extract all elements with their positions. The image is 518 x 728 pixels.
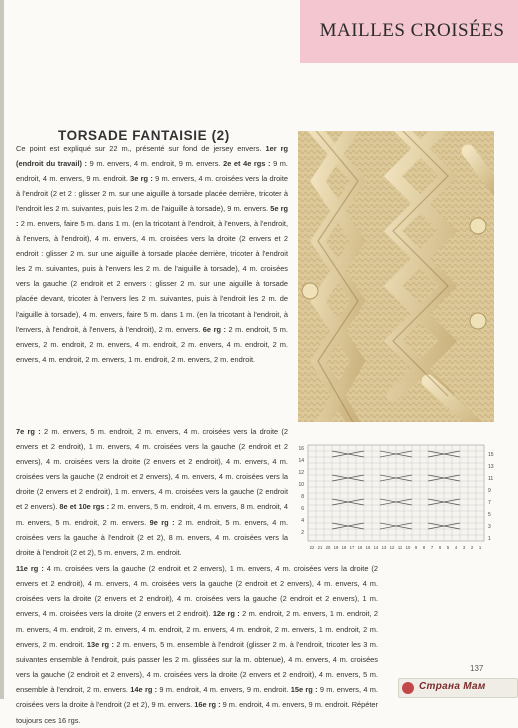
knitting-chart: [288, 441, 502, 557]
row-11-label: 11e rg :: [16, 564, 44, 573]
row-13-text: 2 m. envers, 5 m. ensemble à l'endroit (glisser 2 m. à l'endroit, tricoter les 3 m. suivantes ensemble à l'endroit, puis passer les 2 m. glissées sur la m. obtenue), 4 m. envers, 4 m. croisées vers la gauche (2 endroit et 2 envers), 4 m. croisées vers la droite (2 envers et 2 endroit), 4 m. envers, 5 m. ensemble à l'endroit, 2 m. envers.: [16, 639, 379, 695]
row-16-text: 9 m. endroit, 4 m. envers, 9 m. endroit. Répéter toujours ces 16 rgs.: [16, 700, 379, 725]
site-watermark: [398, 678, 518, 698]
row-9-label: 9e rg :: [149, 517, 175, 527]
chart-row-label-left: 12: [298, 470, 304, 476]
chart-col-label: 21: [317, 545, 323, 550]
watermark-logo-icon: [402, 682, 414, 694]
row-11-text: 4 m. croisées vers la gauche (2 endroit et 2 envers), 1 m. envers, 4 m. croisées vers la droite (2 envers et 2 endroit), 4 m. envers, 4 m. croisées vers la gauche (2 endroit et 2 envers), 4 m. envers, 4 m. croisées vers la droite (2 envers et 2 endroit), 4 m. croisées vers la gauche (2 endroit et 2 envers), 1 m. envers, 4 m. croisées vers la droite (2 envers et 2 endroit).: [16, 564, 379, 619]
page-header-title: MAILLES CROISÉES: [319, 20, 505, 41]
chart-col-label: 4: [454, 545, 458, 550]
row-5-label: 5e rg :: [16, 204, 288, 229]
chart-col-label: 15: [365, 545, 371, 550]
chart-col-label: 9: [414, 545, 418, 550]
row-12-text: 2 m. endroit, 2 m. envers, 1 m. endroit, 2 m. envers, 4 m. endroit, 2 m. envers, 4 m. endroit, 2 m. envers, 4 m. endroit, 2 m. envers, 1 m. endroit, 2 m. envers, 2 m. endroit.: [16, 609, 378, 649]
row-5-text: 2 m. envers, faire 5 m. dans 1 m. (en la tricotant à l'endroit, à l'envers, à l'endroit, à l'envers, à l'endroit), 4 m. envers, 4 m. croisées vers la droite (2 envers et 2 endroit : glisser 2 m. sur une aiguille à torsade placée derrière, tricoter à l'endroit les 2 m. suivantes, puis à l'envers les 2 m. de l'aiguille à torsade), 4 m. croisées vers la gauche (2 endroit et 2 envers : glisser 2 m. sur une aiguille à torsade placée devant, tricoter à l'envers les 2 m. suivantes, puis à l'endroit les 2 m. de l'aiguille à torsade), 4 m. envers, faire 5 m. dans 1 m. (en la tricotant à l'endroit, à l'envers, à l'endroit, à l'envers, à l'endroit), 2 m. envers.: [16, 219, 288, 334]
chart-row-label-left: 2: [301, 530, 304, 536]
chart-col-label: 16: [357, 545, 363, 550]
chart-col-label: 19: [333, 545, 339, 550]
row-2-text: 9 m. endroit, 4 m. envers, 9 m. endroit.: [16, 159, 288, 184]
row-9-text: 2 m. endroit, 5 m. envers, 4 m. croisées vers la gauche à l'endroit (2 et 2), 8 m. envers, 4 m. croisées vers la droite à l'endroit (2 et 2), 5 m. envers, 2 m. endroit.: [16, 517, 289, 557]
row-12-label: 12e rg :: [212, 609, 240, 619]
row-6-label: 6e rg :: [202, 324, 226, 334]
chart-col-label: 8: [422, 545, 426, 550]
chart-col-label: 20: [325, 545, 331, 550]
chart-row-label-right: 3: [488, 524, 491, 530]
chart-row-label-right: 7: [488, 500, 491, 506]
row-3-label: 3e rg :: [130, 174, 153, 184]
watermark-text: Страна Мам: [419, 681, 486, 692]
chart-col-label: 5: [446, 545, 450, 550]
intro-text: Ce point est expliqué sur 22 m., présenté sur fond de jersey envers.: [16, 144, 262, 153]
row-3-text: 9 m. envers, 4 m. croisées vers la droite à l'endroit (2 et 2 : glisser 2 m. sur une aiguille à torsade placée derrière, tricoter à l'endroit les 2 m. suivantes, puis les 2 m. de l'aiguille à torsade), 9 m. envers.: [16, 174, 288, 214]
chart-row-label-right: 11: [488, 476, 494, 482]
chart-col-label: 7: [430, 545, 434, 550]
chart-row-label-right: 5: [488, 512, 491, 518]
chart-col-label: 3: [462, 545, 466, 550]
chart-col-label: 18: [341, 545, 347, 550]
row-13-label: 13e rg :: [86, 639, 114, 649]
chart-row-label-left: 14: [298, 458, 304, 464]
row-14-text: 9 m. endroit, 4 m. envers, 9 m. endroit.: [157, 685, 291, 695]
chart-col-label: 14: [373, 545, 379, 550]
chart-col-label: 2: [470, 545, 474, 550]
chart-col-label: 22: [309, 545, 315, 550]
row-7-label: 7e rg :: [16, 427, 41, 436]
row-15-label: 15e rg :: [290, 685, 318, 695]
chart-row-label-right: 1: [488, 536, 491, 542]
row-1-label: 1er rg (endroit du travail) :: [16, 144, 288, 169]
row-8-label: 8e et 10e rgs :: [59, 502, 110, 512]
row-1-text: 9 m. envers, 4 m. endroit, 9 m. envers.: [87, 159, 224, 169]
chart-row-label-right: 9: [488, 488, 491, 494]
chart-row-label-left: 4: [301, 518, 304, 524]
row-14-label: 14e rg :: [130, 685, 158, 695]
chart-row-label-left: 16: [298, 446, 304, 452]
chart-row-label-right: 15: [488, 452, 494, 458]
row-8-text: 2 m. envers, 5 m. endroit, 4 m. envers, 8 m. endroit, 4 m. envers, 5 m. endroit, 2 m. envers.: [16, 502, 288, 527]
instructions-part-1: [16, 141, 288, 367]
row-2-label: 2e et 4e rgs :: [223, 159, 271, 169]
chart-col-label: 12: [389, 545, 395, 550]
section-title: TORSADE FANTAISIE (2): [58, 128, 230, 143]
row-6-text: 2 m. endroit, 5 m. envers, 2 m. endroit, 2 m. envers, 4 m. endroit, 2 m. envers, 4 m. endroit, 2 m. envers, 4 m. endroit, 2 m. envers, 1 m. endroit, 2 m. envers, 2 m. endroit.: [16, 324, 288, 364]
page-number: 137: [470, 664, 484, 673]
chart-row-label-right: 13: [488, 464, 494, 470]
chart-row-label-left: 10: [298, 482, 304, 488]
chart-col-label: 6: [438, 545, 442, 550]
row-7-text: 2 m. envers, 5 m. endroit, 2 m. envers, 4 m. croisées vers la droite (2 envers et 2 endroit), 1 m. envers, 4 m. croisées vers la gauche (2 endroit et 2 envers), 4 m. croisées vers la droite (2 envers et 2 endroit), 4 m. envers, 4 m. croisées vers la gauche (2 endroit et 2 envers), 4 m. envers, 4 m. croisées vers la droite (2 envers et 2 endroit), 1 m. envers, 4 m. croisées vers la gauche (2 endroit et 2 envers).: [16, 427, 288, 512]
knitted-swatch-photo: [298, 131, 494, 422]
row-16-label: 16e rg :: [194, 700, 221, 710]
chart-col-label: 13: [381, 545, 387, 550]
chart-row-label-left: 8: [301, 494, 304, 500]
instructions-part-2: [16, 424, 288, 560]
chart-row-label-left: 6: [301, 506, 304, 512]
row-15-text: 9 m. envers, 4 m. croisées vers la droite à l'endroit (2 et 2), 9 m. envers.: [16, 685, 378, 710]
chart-col-label: 17: [349, 545, 355, 550]
instructions-part-3: [16, 561, 378, 728]
book-spine: [0, 0, 4, 699]
chart-col-label: 1: [478, 545, 482, 550]
chart-col-label: 10: [405, 545, 411, 550]
chart-col-label: 11: [397, 545, 403, 550]
